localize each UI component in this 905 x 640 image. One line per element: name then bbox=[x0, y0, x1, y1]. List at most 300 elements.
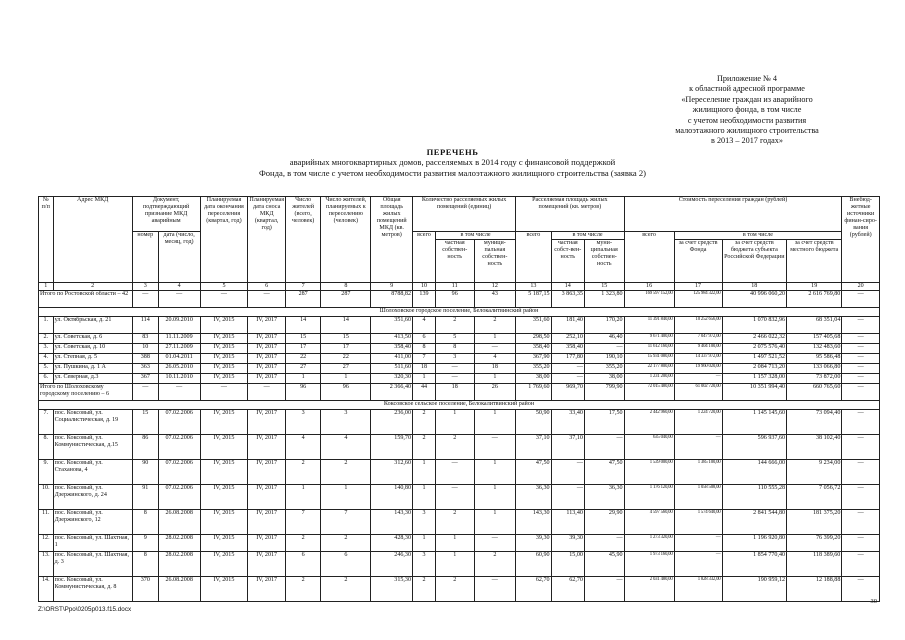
cell-c13: 5 187,15 bbox=[516, 291, 551, 308]
table-row bbox=[39, 460, 880, 485]
cell-c6: IV, 2017 bbox=[248, 334, 286, 344]
cell-c7: 2 bbox=[285, 577, 320, 602]
row-number: 6. bbox=[39, 374, 54, 384]
row-address: пос. Коксовый, ул. Дзержинского, д. 24 bbox=[53, 485, 132, 510]
cell-c10: 4 bbox=[413, 317, 436, 334]
cell-c16: 9 671 400,00 bbox=[624, 334, 674, 344]
cell-c14: 33,40 bbox=[551, 410, 584, 435]
header-area-private: частная собст-вен-ность bbox=[551, 240, 584, 283]
cell-c5: IV, 2015 bbox=[200, 334, 248, 344]
cell-c16: 1 176 120,00 bbox=[624, 485, 674, 510]
cell-c12: — bbox=[474, 577, 516, 602]
cell-c10: 2 bbox=[413, 577, 436, 602]
cell-c10: 8 bbox=[413, 344, 436, 354]
cell-c9: 351,60 bbox=[371, 317, 413, 334]
cell-c20: — bbox=[842, 460, 880, 485]
header-rooms-private: частная собствен-ность bbox=[435, 240, 474, 283]
table-row bbox=[39, 344, 880, 354]
cell-c18: 1 854 770,40 bbox=[722, 552, 787, 577]
cell-c3: 10 bbox=[132, 344, 158, 354]
cell-c18: 40 996 060,20 bbox=[722, 291, 787, 308]
cell-c8: 7 bbox=[321, 510, 371, 535]
cell-c14: 3 863,35 bbox=[551, 291, 584, 308]
cell-c7: 1 bbox=[285, 485, 320, 510]
row-address: пос. Коксовый, ул. Дзержинского, 12 bbox=[53, 510, 132, 535]
cell-c16: 72 015 480,00 bbox=[624, 384, 674, 401]
cell-c10: 1 bbox=[413, 460, 436, 485]
cell-c14: 15,00 bbox=[551, 552, 584, 577]
table-row bbox=[39, 510, 880, 535]
cell-c11: 18 bbox=[435, 384, 474, 401]
header-num: № п/п bbox=[39, 197, 54, 283]
header-cost-local: за счет средств местного бюджета bbox=[787, 240, 842, 283]
cell-c11: 2 bbox=[435, 435, 474, 460]
header-address: Адрес МКД bbox=[53, 197, 132, 283]
column-number: 15 bbox=[584, 283, 624, 291]
column-number: 10 bbox=[413, 283, 436, 291]
cell-c8: 287 bbox=[321, 291, 371, 308]
cell-c5: IV, 2015 bbox=[200, 364, 248, 374]
cell-c8: 4 bbox=[321, 435, 371, 460]
cell-c5: IV, 2015 bbox=[200, 510, 248, 535]
cell-c11: 96 bbox=[435, 291, 474, 308]
cell-c7: 27 bbox=[285, 364, 320, 374]
row-address: ул. Северная, д.3 bbox=[53, 374, 132, 384]
row-address: ул. Пушкина, д. 1 А bbox=[53, 364, 132, 374]
cell-c20: — bbox=[842, 364, 880, 374]
cell-c15: 47,50 bbox=[584, 460, 624, 485]
cell-c7: 22 bbox=[285, 354, 320, 364]
cell-c9: 413,50 bbox=[371, 334, 413, 344]
cell-c3: 9 bbox=[132, 535, 158, 552]
cell-c16: 4 597 560,00 bbox=[624, 510, 674, 535]
header-cost-incl: в том числе bbox=[674, 232, 842, 240]
row-number: 11. bbox=[39, 510, 54, 535]
row-address: пос. Коксовый, ул. Коммунистическая, д.15 bbox=[53, 435, 132, 460]
row-number: 5. bbox=[39, 364, 54, 374]
table-row bbox=[39, 410, 880, 435]
cell-c14: — bbox=[551, 374, 584, 384]
cell-c8: 14 bbox=[321, 317, 371, 334]
cell-c19: 73 872,00 bbox=[787, 374, 842, 384]
cell-c14: 252,10 bbox=[551, 334, 584, 344]
cell-c4: 07.02.2006 bbox=[158, 485, 200, 510]
cell-c8: 1 bbox=[321, 485, 371, 510]
cell-c12: 2 bbox=[474, 317, 516, 334]
cell-c11: — bbox=[435, 364, 474, 374]
cell-c10: 44 bbox=[413, 384, 436, 401]
cell-c18: 144 666,00 bbox=[722, 460, 787, 485]
total-row bbox=[39, 384, 880, 401]
cell-c9: 315,30 bbox=[371, 577, 413, 602]
cell-c9: 140,80 bbox=[371, 485, 413, 510]
cell-c18: 596 937,60 bbox=[722, 435, 787, 460]
cell-c19: 118 389,60 bbox=[787, 552, 842, 577]
cell-c8: 6 bbox=[321, 552, 371, 577]
cell-c11: — bbox=[435, 485, 474, 510]
cell-c19: 181 375,20 bbox=[787, 510, 842, 535]
row-address: ул. Советская, д. 6 bbox=[53, 334, 132, 344]
cell-c20: — bbox=[842, 317, 880, 334]
cell-c15: — bbox=[584, 577, 624, 602]
cell-c5: IV, 2015 bbox=[200, 535, 248, 552]
cell-c9: 320,30 bbox=[371, 374, 413, 384]
cell-c8: 2 bbox=[321, 460, 371, 485]
cell-c10: 1 bbox=[413, 485, 436, 510]
header-area: Расселяемая площадь жилых помещений (кв. метров) bbox=[516, 197, 624, 232]
cell-c3: — bbox=[132, 384, 158, 401]
cell-c13: 47,50 bbox=[516, 460, 551, 485]
cell-c17: 1 828 332,00 bbox=[674, 577, 722, 602]
row-address: пос. Коксовый, ул. Стаханова, 4 bbox=[53, 460, 132, 485]
cell-c10: 18 bbox=[413, 364, 436, 374]
cell-c11: 3 bbox=[435, 354, 474, 364]
header-rooms-total: всего bbox=[413, 232, 436, 283]
appendix-line: к областной адресной программе bbox=[689, 84, 805, 94]
cell-c17: 7 047 972,00 bbox=[674, 334, 722, 344]
cell-c17: 19 960 020,00 bbox=[674, 364, 722, 374]
cell-c17: — bbox=[674, 552, 722, 577]
header-rooms-municipal: муници-пальная собствен-ность bbox=[474, 240, 516, 283]
cell-c8: 2 bbox=[321, 577, 371, 602]
cell-c15: 17,50 bbox=[584, 410, 624, 435]
cell-c9: 511,60 bbox=[371, 364, 413, 374]
cell-c20: — bbox=[842, 485, 880, 510]
cell-c7: 2 bbox=[285, 460, 320, 485]
row-number: 8. bbox=[39, 435, 54, 460]
cell-c17: 14 337 972,00 bbox=[674, 354, 722, 364]
cell-c8: 1 bbox=[321, 374, 371, 384]
cell-c19: 157 405,68 bbox=[787, 334, 842, 344]
cell-c5: IV, 2015 bbox=[200, 552, 248, 577]
cell-c9: 246,30 bbox=[371, 552, 413, 577]
cell-c11: — bbox=[435, 374, 474, 384]
header-extra: Внебюд-жетные источники финан-сиро-вания (рублей) bbox=[842, 197, 880, 283]
column-number: 16 bbox=[624, 283, 674, 291]
table-row bbox=[39, 334, 880, 344]
cell-c7: 15 bbox=[285, 334, 320, 344]
cell-c3: 8 bbox=[132, 510, 158, 535]
cell-c13: 50,90 bbox=[516, 410, 551, 435]
cell-c12: — bbox=[474, 435, 516, 460]
cell-c17: — bbox=[674, 374, 722, 384]
cell-c12: 2 bbox=[474, 552, 516, 577]
cell-c5: IV, 2015 bbox=[200, 410, 248, 435]
cell-c20: — bbox=[842, 374, 880, 384]
cell-c13: 36,30 bbox=[516, 485, 551, 510]
cell-c11: 2 bbox=[435, 317, 474, 334]
row-address: ул. Октябрьская, д. 21 bbox=[53, 317, 132, 334]
appendix-line: с учетом необходимости развития bbox=[687, 115, 807, 125]
cell-c4: 07.02.2006 bbox=[158, 435, 200, 460]
cell-c3: 370 bbox=[132, 577, 158, 602]
header-planned-demolish: Планируемая дата сноса МКД (квартал, год) bbox=[248, 197, 286, 283]
table-row bbox=[39, 552, 880, 577]
cell-c9: 236,00 bbox=[371, 410, 413, 435]
header-doc-num: номер bbox=[132, 232, 158, 283]
cell-c7: 287 bbox=[285, 291, 320, 308]
cell-c20: — bbox=[842, 577, 880, 602]
header-residents-resettle: Число жителей, планируемых к переселению (человек) bbox=[321, 197, 371, 283]
cell-c18: 1 196 920,80 bbox=[722, 535, 787, 552]
cell-c20: — bbox=[842, 334, 880, 344]
cell-c12: 18 bbox=[474, 364, 516, 374]
cell-c15: — bbox=[584, 344, 624, 354]
total-row bbox=[39, 291, 880, 308]
cell-c6: IV, 2017 bbox=[248, 374, 286, 384]
header-area-municipal: муни-ципальная собствен-ность bbox=[584, 240, 624, 283]
row-address: пос. Коксовый, ул. Шахтная, д. 3 bbox=[53, 552, 132, 577]
header-cost-total: всего bbox=[624, 232, 674, 283]
cell-c14: 181,40 bbox=[551, 317, 584, 334]
cell-c6: IV, 2017 bbox=[248, 344, 286, 354]
cell-c20: — bbox=[842, 535, 880, 552]
page-number: 30 bbox=[870, 598, 877, 605]
cell-c5: IV, 2015 bbox=[200, 460, 248, 485]
cell-c3: 363 bbox=[132, 364, 158, 374]
cell-c8: 17 bbox=[321, 344, 371, 354]
cell-c15: 29,90 bbox=[584, 510, 624, 535]
cell-c16: 635 040,00 bbox=[624, 435, 674, 460]
cell-c10: 2 bbox=[413, 435, 436, 460]
cell-c15: 190,10 bbox=[584, 354, 624, 364]
cell-c16: 22 177 800,00 bbox=[624, 364, 674, 374]
cell-c7: 7 bbox=[285, 510, 320, 535]
cell-c11: 1 bbox=[435, 410, 474, 435]
cell-c15: — bbox=[584, 435, 624, 460]
title-subline: Фонда, в том числе с учетом необходимости развития малоэтажного жилищного строительства (заявка 2) bbox=[258, 167, 647, 178]
cell-c20: — bbox=[842, 435, 880, 460]
cell-c14: — bbox=[551, 485, 584, 510]
cell-c5: — bbox=[200, 384, 248, 401]
column-number: 1 bbox=[39, 283, 54, 291]
cell-c17: 1 058 508,00 bbox=[674, 485, 722, 510]
cell-c10: 1 bbox=[413, 374, 436, 384]
cell-c17: 1 574 640,00 bbox=[674, 510, 722, 535]
row-address: ул. Советская, д. 10 bbox=[53, 344, 132, 354]
cell-c15: 355,20 bbox=[584, 364, 624, 374]
cell-c7: 4 bbox=[285, 435, 320, 460]
cell-c15: 38,00 bbox=[584, 374, 624, 384]
cell-c18: 1 497 521,52 bbox=[722, 354, 787, 364]
cell-c15: 46,40 bbox=[584, 334, 624, 344]
row-address: пос. Коксовый, ул. Социалистическая, д. 19 bbox=[53, 410, 132, 435]
cell-c18: 2 075 576,40 bbox=[722, 344, 787, 354]
column-numbers-row bbox=[39, 283, 880, 291]
column-number: 17 bbox=[674, 283, 722, 291]
appendix-block bbox=[617, 74, 877, 147]
cell-c7: 3 bbox=[285, 410, 320, 435]
cell-c18: 2 841 544,80 bbox=[722, 510, 787, 535]
cell-c4: 10.11.2010 bbox=[158, 374, 200, 384]
cell-c4: 26.08.2008 bbox=[158, 510, 200, 535]
cell-c8: 27 bbox=[321, 364, 371, 374]
cell-c8: 3 bbox=[321, 410, 371, 435]
cell-c20: — bbox=[842, 354, 880, 364]
cell-c16: 2 031 480,00 bbox=[624, 577, 674, 602]
cell-c4: 20.09.2010 bbox=[158, 317, 200, 334]
cell-c6: IV, 2017 bbox=[248, 460, 286, 485]
cell-c11: 5 bbox=[435, 334, 474, 344]
houses-table bbox=[38, 196, 880, 602]
cell-c19: 2 616 769,80 bbox=[787, 291, 842, 308]
cell-c7: 6 bbox=[285, 552, 320, 577]
cell-c4: 11.11.2009 bbox=[158, 334, 200, 344]
row-number: 14. bbox=[39, 577, 54, 602]
cell-c13: 355,20 bbox=[516, 364, 551, 374]
cell-c11: 1 bbox=[435, 552, 474, 577]
cell-c20: — bbox=[842, 344, 880, 354]
cell-c15: 799,90 bbox=[584, 384, 624, 401]
cell-c20: — bbox=[842, 410, 880, 435]
cell-c17: — bbox=[674, 535, 722, 552]
cell-c6: IV, 2017 bbox=[248, 552, 286, 577]
column-number: 9 bbox=[371, 283, 413, 291]
cell-c15: 1 323,80 bbox=[584, 291, 624, 308]
column-number: 6 bbox=[248, 283, 286, 291]
cell-c8: 2 bbox=[321, 535, 371, 552]
row-number: 10. bbox=[39, 485, 54, 510]
cell-c10: 3 bbox=[413, 510, 436, 535]
cell-c7: 17 bbox=[285, 344, 320, 354]
cell-c17: 125 984 322,00 bbox=[674, 291, 722, 308]
cell-c6: — bbox=[248, 384, 286, 401]
cell-c13: 1 769,60 bbox=[516, 384, 551, 401]
cell-c12: 1 bbox=[474, 510, 516, 535]
column-number: 14 bbox=[551, 283, 584, 291]
header-cost: Стоимость переселения граждан (рублей) bbox=[624, 197, 842, 232]
cell-c12: 1 bbox=[474, 460, 516, 485]
cell-c11: 8 bbox=[435, 344, 474, 354]
cell-c11: 1 bbox=[435, 535, 474, 552]
cell-c16: 2 442 960,00 bbox=[624, 410, 674, 435]
cell-c15: — bbox=[584, 535, 624, 552]
cell-c16: 169 597 152,00 bbox=[624, 291, 674, 308]
cell-c18: 1 070 832,96 bbox=[722, 317, 787, 334]
column-number: 7 bbox=[285, 283, 320, 291]
cell-c14: 39,30 bbox=[551, 535, 584, 552]
cell-c8: 96 bbox=[321, 384, 371, 401]
cell-c4: — bbox=[158, 291, 200, 308]
cell-c6: — bbox=[248, 291, 286, 308]
cell-c13: 60,90 bbox=[516, 552, 551, 577]
cell-c8: 15 bbox=[321, 334, 371, 344]
cell-c20: — bbox=[842, 552, 880, 577]
cell-c12: 1 bbox=[474, 485, 516, 510]
cell-c9: 159,70 bbox=[371, 435, 413, 460]
header-planned-end: Планируемая дата окончания переселения (квартал, год) bbox=[200, 197, 248, 283]
section-row bbox=[39, 401, 880, 410]
column-number: 5 bbox=[200, 283, 248, 291]
row-number: 13. bbox=[39, 552, 54, 577]
cell-c4: 27.11.2009 bbox=[158, 344, 200, 354]
cell-c14: — bbox=[551, 460, 584, 485]
file-path: Z:\ORST\Ppo\0205p013.f15.docx bbox=[38, 606, 132, 613]
cell-c7: 1 bbox=[285, 374, 320, 384]
cell-c18: 190 959,12 bbox=[722, 577, 787, 602]
cell-c6: IV, 2017 bbox=[248, 485, 286, 510]
cell-c19: 12 188,88 bbox=[787, 577, 842, 602]
header-area-total: всего bbox=[516, 232, 551, 283]
row-number: 3. bbox=[39, 344, 54, 354]
cell-c4: 28.02.2008 bbox=[158, 552, 200, 577]
cell-c3: 114 bbox=[132, 317, 158, 334]
cell-c14: 113,40 bbox=[551, 510, 584, 535]
row-number: 2. bbox=[39, 334, 54, 344]
row-number: 7. bbox=[39, 410, 54, 435]
table-row bbox=[39, 374, 880, 384]
cell-c18: 1 157 328,00 bbox=[722, 374, 787, 384]
column-number: 2 bbox=[53, 283, 132, 291]
cell-c13: 358,40 bbox=[516, 344, 551, 354]
cell-c19: 133 066,80 bbox=[787, 364, 842, 374]
header-cost-region: за счет средств бюджета субъекта Российской Федерации bbox=[722, 240, 787, 283]
cell-c6: IV, 2017 bbox=[248, 510, 286, 535]
cell-c19: 38 102,40 bbox=[787, 435, 842, 460]
cell-c13: 39,30 bbox=[516, 535, 551, 552]
header-rooms-incl: в том числе bbox=[435, 232, 515, 240]
column-number: 11 bbox=[435, 283, 474, 291]
column-number: 20 bbox=[842, 283, 880, 291]
cell-c19: 9 234,00 bbox=[787, 460, 842, 485]
cell-c13: 351,60 bbox=[516, 317, 551, 334]
cell-c4: 07.02.2006 bbox=[158, 410, 200, 435]
cell-c3: 90 bbox=[132, 460, 158, 485]
cell-c13: 367,90 bbox=[516, 354, 551, 364]
cell-c8: 22 bbox=[321, 354, 371, 364]
cell-c9: 358,40 bbox=[371, 344, 413, 354]
cell-c10: 7 bbox=[413, 354, 436, 364]
cell-c18: 110 555,28 bbox=[722, 485, 787, 510]
cell-c4: 26.08.2008 bbox=[158, 577, 200, 602]
header-doc: Документ, подтверждающий признание МКД аварийным bbox=[132, 197, 200, 232]
header-area-incl: в том числе bbox=[551, 232, 624, 240]
row-number: 9. bbox=[39, 460, 54, 485]
column-number: 13 bbox=[516, 283, 551, 291]
cell-c11: 2 bbox=[435, 577, 474, 602]
section-label: Коксовское сельское поселение, Белокалитвинский район bbox=[39, 401, 880, 410]
cell-c9: 143,30 bbox=[371, 510, 413, 535]
cell-c5: IV, 2015 bbox=[200, 354, 248, 364]
cell-c19: 660 765,60 bbox=[787, 384, 842, 401]
cell-c14: 358,40 bbox=[551, 344, 584, 354]
cell-c3: 91 bbox=[132, 485, 158, 510]
cell-c14: 177,80 bbox=[551, 354, 584, 364]
cell-c12: 4 bbox=[474, 354, 516, 364]
cell-c5: IV, 2015 bbox=[200, 435, 248, 460]
total-label: Итого по Ростовской области – 42 bbox=[39, 291, 133, 308]
cell-c19: 73 094,40 bbox=[787, 410, 842, 435]
table-body bbox=[39, 291, 880, 602]
cell-c7: 2 bbox=[285, 535, 320, 552]
cell-c3: 83 bbox=[132, 334, 158, 344]
table-row bbox=[39, 354, 880, 364]
total-label: Итого по Шолоховскому городскому поселению – 6 bbox=[39, 384, 133, 401]
cell-c5: IV, 2015 bbox=[200, 344, 248, 354]
row-number: 1. bbox=[39, 317, 54, 334]
column-number: 12 bbox=[474, 283, 516, 291]
cell-c16: 15 931 080,00 bbox=[624, 354, 674, 364]
cell-c12: 26 bbox=[474, 384, 516, 401]
cell-c9: 8788,82 bbox=[371, 291, 413, 308]
cell-c6: IV, 2017 bbox=[248, 354, 286, 364]
cell-c6: IV, 2017 bbox=[248, 535, 286, 552]
cell-c6: IV, 2017 bbox=[248, 317, 286, 334]
cell-c15: 170,20 bbox=[584, 317, 624, 334]
title-heading: ПЕРЕЧЕНЬ bbox=[426, 147, 479, 157]
cell-c5: IV, 2015 bbox=[200, 577, 248, 602]
cell-c3: — bbox=[132, 291, 158, 308]
